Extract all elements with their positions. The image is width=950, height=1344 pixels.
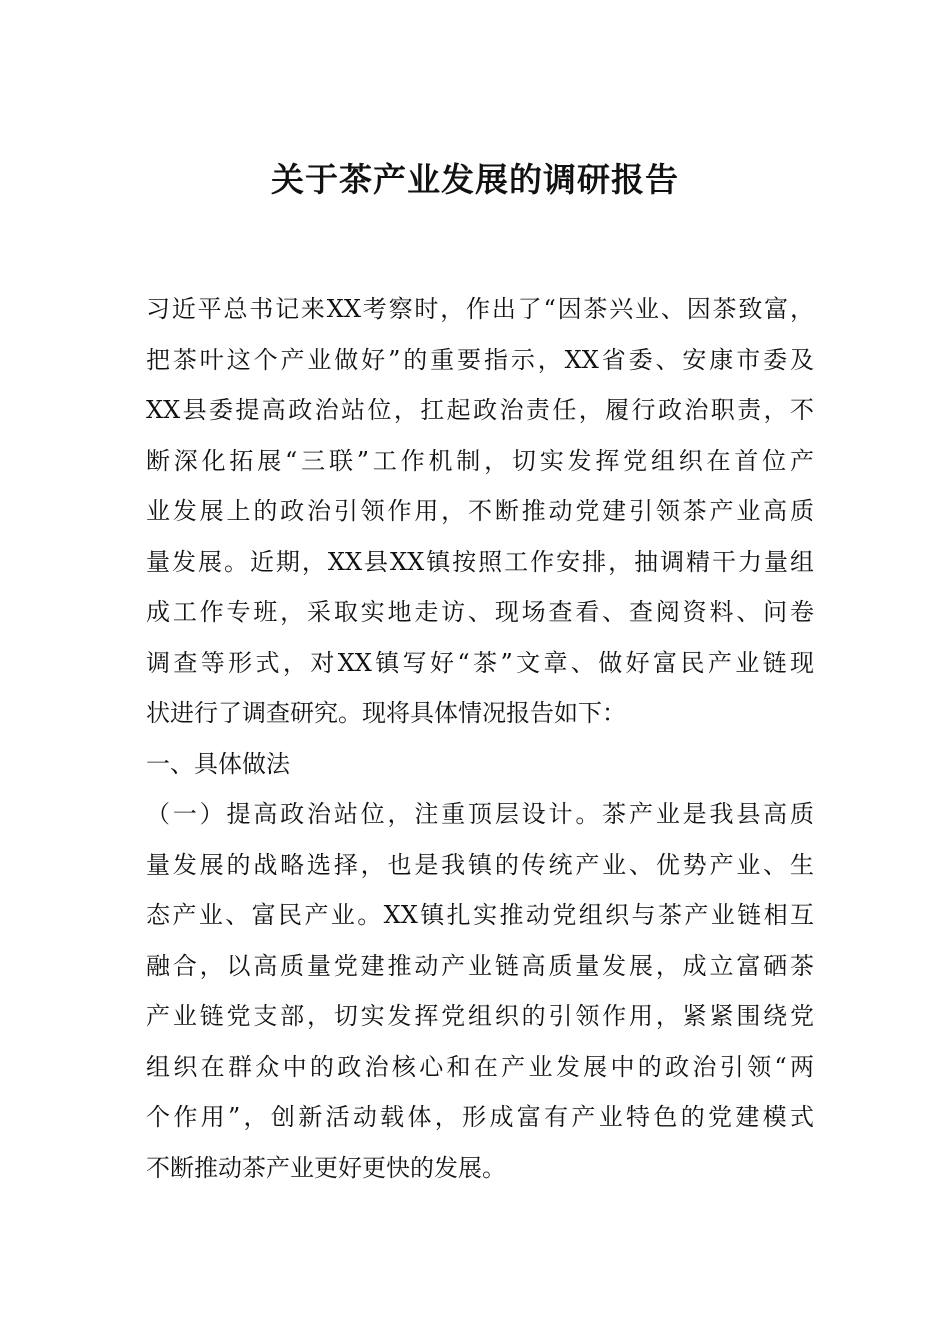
body-line: 状进行了调查研究。现将具体情况报告如下： [146,699,626,727]
body-line: 量发展。近期，XX县XX镇按照工作安排，抽调精干力量组 [146,547,814,576]
body-line: 个作用”，创新活动载体，形成富有产业特色的党建模式 [146,1103,814,1131]
body-line: （一）提高政治站位，注重顶层设计。茶产业是我县高质 [146,800,814,828]
body-line: 成工作专班，采取实地走访、现场查看、查阅资料、问卷 [146,598,814,626]
body-line: 组织在群众中的政治核心和在产业发展中的政治引领“两 [146,1052,814,1081]
body-line: 断深化拓展“三联”工作机制，切实发挥党组织在首位产 [146,446,814,475]
body-line: 习近平总书记来XX考察时，作出了“因茶兴业、因茶致富， [146,295,814,323]
body-line: 把茶叶这个产业做好”的重要指示，XX省委、安康市委及 [146,345,814,374]
body-line: 业发展上的政治引领作用，不断推动党建引领茶产业高质 [146,497,814,525]
section-heading: 一、具体做法 [146,749,290,778]
document-body [146,284,814,1193]
body-line: 量发展的战略选择，也是我镇的传统产业、优势产业、生 [146,850,814,879]
document-title: 关于茶产业发展的调研报告 [271,160,679,199]
body-line: XX县委提高政治站位，扛起政治责任，履行政治职责，不 [146,396,814,424]
body-line: 产业链党支部，切实发挥党组织的引领作用，紧紧围绕党 [146,1002,814,1030]
body-line: 不断推动茶产业更好更快的发展。 [146,1153,506,1182]
body-line: 融合，以高质量党建推动产业链高质量发展，成立富硒茶 [146,951,814,980]
body-line: 态产业、富民产业。XX镇扎实推动党组织与茶产业链相互 [146,901,814,929]
body-line: 调查等形式，对XX镇写好“茶”文章、做好富民产业链现 [146,648,814,677]
